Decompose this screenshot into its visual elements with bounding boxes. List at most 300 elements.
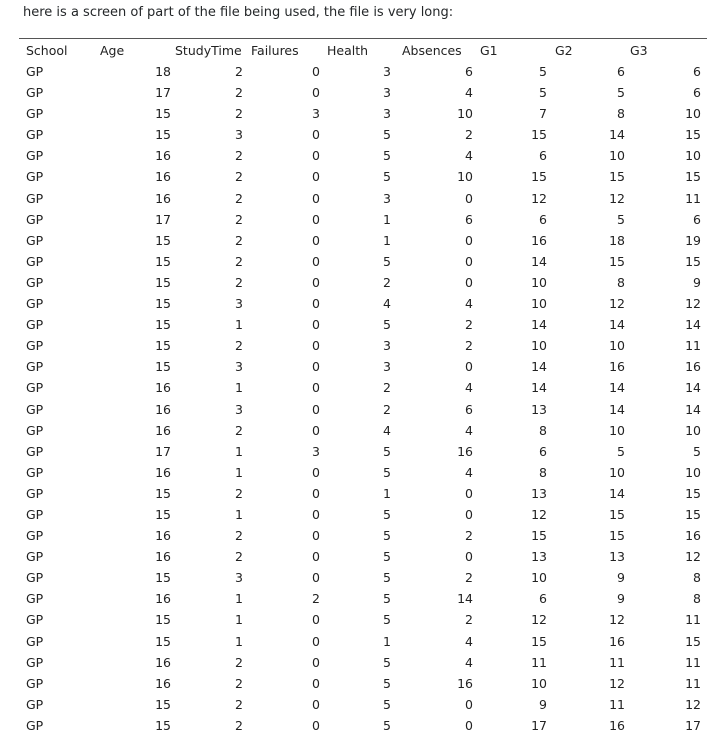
absences-cell: 2 — [465, 612, 473, 628]
school-cell: GP — [26, 296, 44, 312]
school-cell: GP — [26, 232, 44, 248]
school-cell: GP — [26, 696, 44, 712]
table-row — [19, 356, 707, 377]
failures-cell: 0 — [312, 612, 320, 628]
g3-cell: 14 — [685, 380, 701, 396]
g1-cell: 6 — [539, 443, 547, 459]
age-cell: 15 — [155, 274, 171, 290]
absences-cell: 0 — [465, 232, 473, 248]
health-cell: 5 — [383, 675, 391, 691]
g2-cell: 13 — [609, 549, 625, 565]
health-cell: 2 — [383, 274, 391, 290]
g2-cell: 15 — [609, 506, 625, 522]
header-g1: G1 — [480, 43, 498, 58]
absences-cell: 4 — [465, 422, 473, 438]
table-row — [19, 441, 707, 462]
table-row — [19, 82, 707, 103]
g1-cell: 11 — [531, 654, 547, 670]
g3-cell: 10 — [685, 464, 701, 480]
studytime-cell: 2 — [235, 64, 243, 79]
school-cell: GP — [26, 443, 44, 459]
school-cell: GP — [26, 401, 44, 417]
g2-cell: 12 — [609, 190, 625, 206]
health-cell: 5 — [383, 464, 391, 480]
failures-cell: 0 — [312, 696, 320, 712]
header-age: Age — [100, 43, 125, 58]
g2-cell: 15 — [609, 169, 625, 185]
school-cell: GP — [26, 127, 44, 143]
g3-cell: 15 — [685, 633, 701, 649]
health-cell: 5 — [383, 654, 391, 670]
health-cell: 4 — [383, 422, 391, 438]
health-cell: 5 — [383, 570, 391, 586]
age-cell: 18 — [155, 64, 171, 79]
g1-cell: 5 — [539, 85, 547, 101]
age-cell: 15 — [155, 570, 171, 586]
g1-cell: 15 — [531, 528, 547, 544]
failures-cell: 0 — [312, 274, 320, 290]
school-cell: GP — [26, 675, 44, 691]
health-cell: 2 — [383, 380, 391, 396]
school-cell: GP — [26, 591, 44, 607]
table-row — [19, 694, 707, 715]
failures-cell: 0 — [312, 253, 320, 269]
studytime-cell: 1 — [235, 380, 243, 396]
g2-cell: 16 — [609, 717, 625, 733]
table-row — [19, 504, 707, 525]
g2-cell: 8 — [617, 106, 625, 122]
failures-cell: 2 — [312, 591, 320, 607]
g2-cell: 14 — [609, 127, 625, 143]
g3-cell: 11 — [685, 654, 701, 670]
g2-cell: 16 — [609, 633, 625, 649]
studytime-cell: 1 — [235, 633, 243, 649]
g1-cell: 12 — [531, 612, 547, 628]
failures-cell: 0 — [312, 85, 320, 101]
age-cell: 16 — [155, 422, 171, 438]
g3-cell: 15 — [685, 253, 701, 269]
studytime-cell: 2 — [235, 675, 243, 691]
failures-cell: 0 — [312, 401, 320, 417]
failures-cell: 0 — [312, 359, 320, 375]
school-cell: GP — [26, 485, 44, 501]
g2-cell: 11 — [609, 654, 625, 670]
g2-cell: 16 — [609, 359, 625, 375]
health-cell: 3 — [383, 359, 391, 375]
health-cell: 5 — [383, 169, 391, 185]
studytime-cell: 1 — [235, 464, 243, 480]
g2-cell: 15 — [609, 253, 625, 269]
age-cell: 15 — [155, 633, 171, 649]
g1-cell: 14 — [531, 380, 547, 396]
failures-cell: 0 — [312, 148, 320, 164]
health-cell: 1 — [383, 232, 391, 248]
g2-cell: 5 — [617, 443, 625, 459]
failures-cell: 0 — [312, 232, 320, 248]
g2-cell: 9 — [617, 591, 625, 607]
table-row — [19, 230, 707, 251]
absences-cell: 0 — [465, 359, 473, 375]
g2-cell: 8 — [617, 274, 625, 290]
intro-text: here is a screen of part of the file being used, the file is very long: — [23, 5, 454, 20]
studytime-cell: 1 — [235, 506, 243, 522]
table-row — [19, 420, 707, 441]
absences-cell: 0 — [465, 696, 473, 712]
failures-cell: 0 — [312, 211, 320, 227]
studytime-cell: 1 — [235, 591, 243, 607]
school-cell: GP — [26, 570, 44, 586]
g2-cell: 10 — [609, 464, 625, 480]
school-cell: GP — [26, 317, 44, 333]
school-cell: GP — [26, 464, 44, 480]
g1-cell: 8 — [539, 464, 547, 480]
table-row — [19, 631, 707, 652]
g3-cell: 17 — [685, 717, 701, 733]
g3-cell: 11 — [685, 338, 701, 354]
age-cell: 16 — [155, 169, 171, 185]
school-cell: GP — [26, 380, 44, 396]
g3-cell: 11 — [685, 190, 701, 206]
health-cell: 3 — [383, 106, 391, 122]
g1-cell: 15 — [531, 169, 547, 185]
g2-cell: 12 — [609, 296, 625, 312]
studytime-cell: 2 — [235, 148, 243, 164]
age-cell: 16 — [155, 148, 171, 164]
studytime-cell: 2 — [235, 211, 243, 227]
g3-cell: 8 — [693, 591, 701, 607]
table-row — [19, 188, 707, 209]
absences-cell: 2 — [465, 528, 473, 544]
absences-cell: 2 — [465, 570, 473, 586]
age-cell: 16 — [155, 654, 171, 670]
failures-cell: 0 — [312, 422, 320, 438]
absences-cell: 2 — [465, 338, 473, 354]
failures-cell: 0 — [312, 654, 320, 670]
failures-cell: 0 — [312, 506, 320, 522]
health-cell: 5 — [383, 612, 391, 628]
studytime-cell: 2 — [235, 485, 243, 501]
g3-cell: 12 — [685, 696, 701, 712]
header-g2: G2 — [555, 43, 573, 58]
failures-cell: 0 — [312, 296, 320, 312]
table-row — [19, 335, 707, 356]
g3-cell: 11 — [685, 675, 701, 691]
absences-cell: 2 — [465, 127, 473, 143]
age-cell: 15 — [155, 253, 171, 269]
table-row — [19, 673, 707, 694]
health-cell: 5 — [383, 528, 391, 544]
failures-cell: 0 — [312, 380, 320, 396]
health-cell: 3 — [383, 338, 391, 354]
g3-cell: 16 — [685, 528, 701, 544]
absences-cell: 6 — [465, 211, 473, 227]
g1-cell: 17 — [531, 717, 547, 733]
health-cell: 2 — [383, 401, 391, 417]
absences-cell: 10 — [457, 106, 473, 122]
studytime-cell: 2 — [235, 106, 243, 122]
school-cell: GP — [26, 717, 44, 733]
studytime-cell: 2 — [235, 190, 243, 206]
school-cell: GP — [26, 169, 44, 185]
school-cell: GP — [26, 654, 44, 670]
studytime-cell: 1 — [235, 317, 243, 333]
absences-cell: 10 — [457, 169, 473, 185]
g1-cell: 12 — [531, 190, 547, 206]
studytime-cell: 2 — [235, 169, 243, 185]
studytime-cell: 2 — [235, 338, 243, 354]
school-cell: GP — [26, 190, 44, 206]
g2-cell: 6 — [617, 64, 625, 79]
age-cell: 16 — [155, 380, 171, 396]
age-cell: 15 — [155, 506, 171, 522]
table-row — [19, 546, 707, 567]
failures-cell: 0 — [312, 485, 320, 501]
studytime-cell: 2 — [235, 528, 243, 544]
age-cell: 16 — [155, 528, 171, 544]
g2-cell: 10 — [609, 422, 625, 438]
age-cell: 15 — [155, 106, 171, 122]
absences-cell: 4 — [465, 296, 473, 312]
table-body — [19, 61, 707, 736]
g1-cell: 14 — [531, 359, 547, 375]
g2-cell: 10 — [609, 338, 625, 354]
age-cell: 15 — [155, 127, 171, 143]
g1-cell: 13 — [531, 401, 547, 417]
g2-cell: 9 — [617, 570, 625, 586]
g2-cell: 14 — [609, 380, 625, 396]
g1-cell: 10 — [531, 570, 547, 586]
g2-cell: 14 — [609, 485, 625, 501]
g3-cell: 9 — [693, 274, 701, 290]
failures-cell: 0 — [312, 528, 320, 544]
header-health: Health — [327, 43, 369, 58]
failures-cell: 0 — [312, 549, 320, 565]
table-header-row — [19, 38, 707, 61]
school-cell: GP — [26, 549, 44, 565]
g1-cell: 10 — [531, 274, 547, 290]
g1-cell: 10 — [531, 338, 547, 354]
g1-cell: 15 — [531, 633, 547, 649]
health-cell: 1 — [383, 633, 391, 649]
school-cell: GP — [26, 612, 44, 628]
studytime-cell: 3 — [235, 359, 243, 375]
table-row — [19, 462, 707, 483]
table-row — [19, 567, 707, 588]
age-cell: 17 — [155, 443, 171, 459]
failures-cell: 0 — [312, 464, 320, 480]
g3-cell: 10 — [685, 422, 701, 438]
school-cell: GP — [26, 148, 44, 164]
age-cell: 17 — [155, 211, 171, 227]
g3-cell: 15 — [685, 485, 701, 501]
table-row — [19, 209, 707, 230]
absences-cell: 4 — [465, 633, 473, 649]
g3-cell: 15 — [685, 127, 701, 143]
age-cell: 15 — [155, 296, 171, 312]
table-row — [19, 314, 707, 335]
g2-cell: 18 — [609, 232, 625, 248]
health-cell: 5 — [383, 549, 391, 565]
g2-cell: 12 — [609, 675, 625, 691]
absences-cell: 14 — [457, 591, 473, 607]
health-cell: 5 — [383, 717, 391, 733]
failures-cell: 3 — [312, 443, 320, 459]
g1-cell: 16 — [531, 232, 547, 248]
age-cell: 15 — [155, 612, 171, 628]
failures-cell: 3 — [312, 106, 320, 122]
age-cell: 15 — [155, 338, 171, 354]
health-cell: 3 — [383, 190, 391, 206]
g3-cell: 14 — [685, 317, 701, 333]
header-g3: G3 — [630, 43, 648, 58]
studytime-cell: 2 — [235, 274, 243, 290]
studytime-cell: 3 — [235, 127, 243, 143]
g3-cell: 15 — [685, 169, 701, 185]
school-cell: GP — [26, 359, 44, 375]
absences-cell: 0 — [465, 485, 473, 501]
table-row — [19, 715, 707, 736]
failures-cell: 0 — [312, 127, 320, 143]
school-cell: GP — [26, 85, 44, 101]
absences-cell: 0 — [465, 190, 473, 206]
studytime-cell: 2 — [235, 654, 243, 670]
failures-cell: 0 — [312, 317, 320, 333]
absences-cell: 0 — [465, 274, 473, 290]
school-cell: GP — [26, 633, 44, 649]
failures-cell: 0 — [312, 675, 320, 691]
g2-cell: 14 — [609, 401, 625, 417]
health-cell: 5 — [383, 127, 391, 143]
school-cell: GP — [26, 274, 44, 290]
school-cell: GP — [26, 211, 44, 227]
header-studytime: StudyTime — [175, 43, 242, 58]
health-cell: 4 — [383, 296, 391, 312]
absences-cell: 4 — [465, 380, 473, 396]
g1-cell: 8 — [539, 422, 547, 438]
school-cell: GP — [26, 422, 44, 438]
table-row — [19, 293, 707, 314]
g1-cell: 13 — [531, 549, 547, 565]
table-row — [19, 103, 707, 124]
school-cell: GP — [26, 64, 44, 79]
table-row — [19, 588, 707, 609]
health-cell: 5 — [383, 696, 391, 712]
g3-cell: 10 — [685, 106, 701, 122]
g3-cell: 12 — [685, 549, 701, 565]
g3-cell: 6 — [693, 64, 701, 79]
absences-cell: 0 — [465, 717, 473, 733]
age-cell: 16 — [155, 464, 171, 480]
absences-cell: 6 — [465, 64, 473, 79]
header-school: School — [26, 43, 68, 58]
studytime-cell: 1 — [235, 612, 243, 628]
studytime-cell: 3 — [235, 296, 243, 312]
g2-cell: 14 — [609, 317, 625, 333]
health-cell: 5 — [383, 506, 391, 522]
school-cell: GP — [26, 106, 44, 122]
g1-cell: 6 — [539, 591, 547, 607]
absences-cell: 0 — [465, 506, 473, 522]
health-cell: 5 — [383, 591, 391, 607]
age-cell: 15 — [155, 359, 171, 375]
g3-cell: 16 — [685, 359, 701, 375]
header-absences: Absences — [402, 43, 462, 58]
failures-cell: 0 — [312, 190, 320, 206]
health-cell: 5 — [383, 253, 391, 269]
table-row — [19, 399, 707, 420]
studytime-cell: 2 — [235, 85, 243, 101]
age-cell: 16 — [155, 401, 171, 417]
g3-cell: 11 — [685, 612, 701, 628]
g3-cell: 8 — [693, 570, 701, 586]
table-row — [19, 525, 707, 546]
studytime-cell: 2 — [235, 549, 243, 565]
health-cell: 1 — [383, 211, 391, 227]
data-table — [19, 38, 707, 736]
studytime-cell: 1 — [235, 443, 243, 459]
age-cell: 16 — [155, 549, 171, 565]
header-failures: Failures — [251, 43, 299, 58]
health-cell: 1 — [383, 485, 391, 501]
absences-cell: 4 — [465, 148, 473, 164]
health-cell: 3 — [383, 64, 391, 79]
g3-cell: 12 — [685, 296, 701, 312]
age-cell: 15 — [155, 696, 171, 712]
g1-cell: 12 — [531, 506, 547, 522]
g2-cell: 5 — [617, 85, 625, 101]
absences-cell: 4 — [465, 654, 473, 670]
g1-cell: 7 — [539, 106, 547, 122]
table-row — [19, 251, 707, 272]
g3-cell: 14 — [685, 401, 701, 417]
failures-cell: 0 — [312, 338, 320, 354]
g1-cell: 10 — [531, 296, 547, 312]
absences-cell: 0 — [465, 549, 473, 565]
g3-cell: 6 — [693, 85, 701, 101]
absences-cell: 16 — [457, 675, 473, 691]
table-row — [19, 124, 707, 145]
g1-cell: 9 — [539, 696, 547, 712]
studytime-cell: 3 — [235, 401, 243, 417]
absences-cell: 2 — [465, 317, 473, 333]
studytime-cell: 2 — [235, 717, 243, 733]
table-row — [19, 377, 707, 398]
table-row — [19, 272, 707, 293]
g2-cell: 12 — [609, 612, 625, 628]
studytime-cell: 2 — [235, 253, 243, 269]
g2-cell: 11 — [609, 696, 625, 712]
school-cell: GP — [26, 253, 44, 269]
school-cell: GP — [26, 528, 44, 544]
table-row — [19, 652, 707, 673]
age-cell: 15 — [155, 485, 171, 501]
absences-cell: 4 — [465, 85, 473, 101]
age-cell: 15 — [155, 232, 171, 248]
health-cell: 3 — [383, 85, 391, 101]
studytime-cell: 2 — [235, 696, 243, 712]
table-row — [19, 609, 707, 630]
table-row — [19, 145, 707, 166]
g1-cell: 6 — [539, 211, 547, 227]
health-cell: 5 — [383, 317, 391, 333]
table-row — [19, 61, 707, 82]
g1-cell: 14 — [531, 253, 547, 269]
failures-cell: 0 — [312, 633, 320, 649]
studytime-cell: 3 — [235, 570, 243, 586]
table-row — [19, 483, 707, 504]
absences-cell: 16 — [457, 443, 473, 459]
school-cell: GP — [26, 338, 44, 354]
